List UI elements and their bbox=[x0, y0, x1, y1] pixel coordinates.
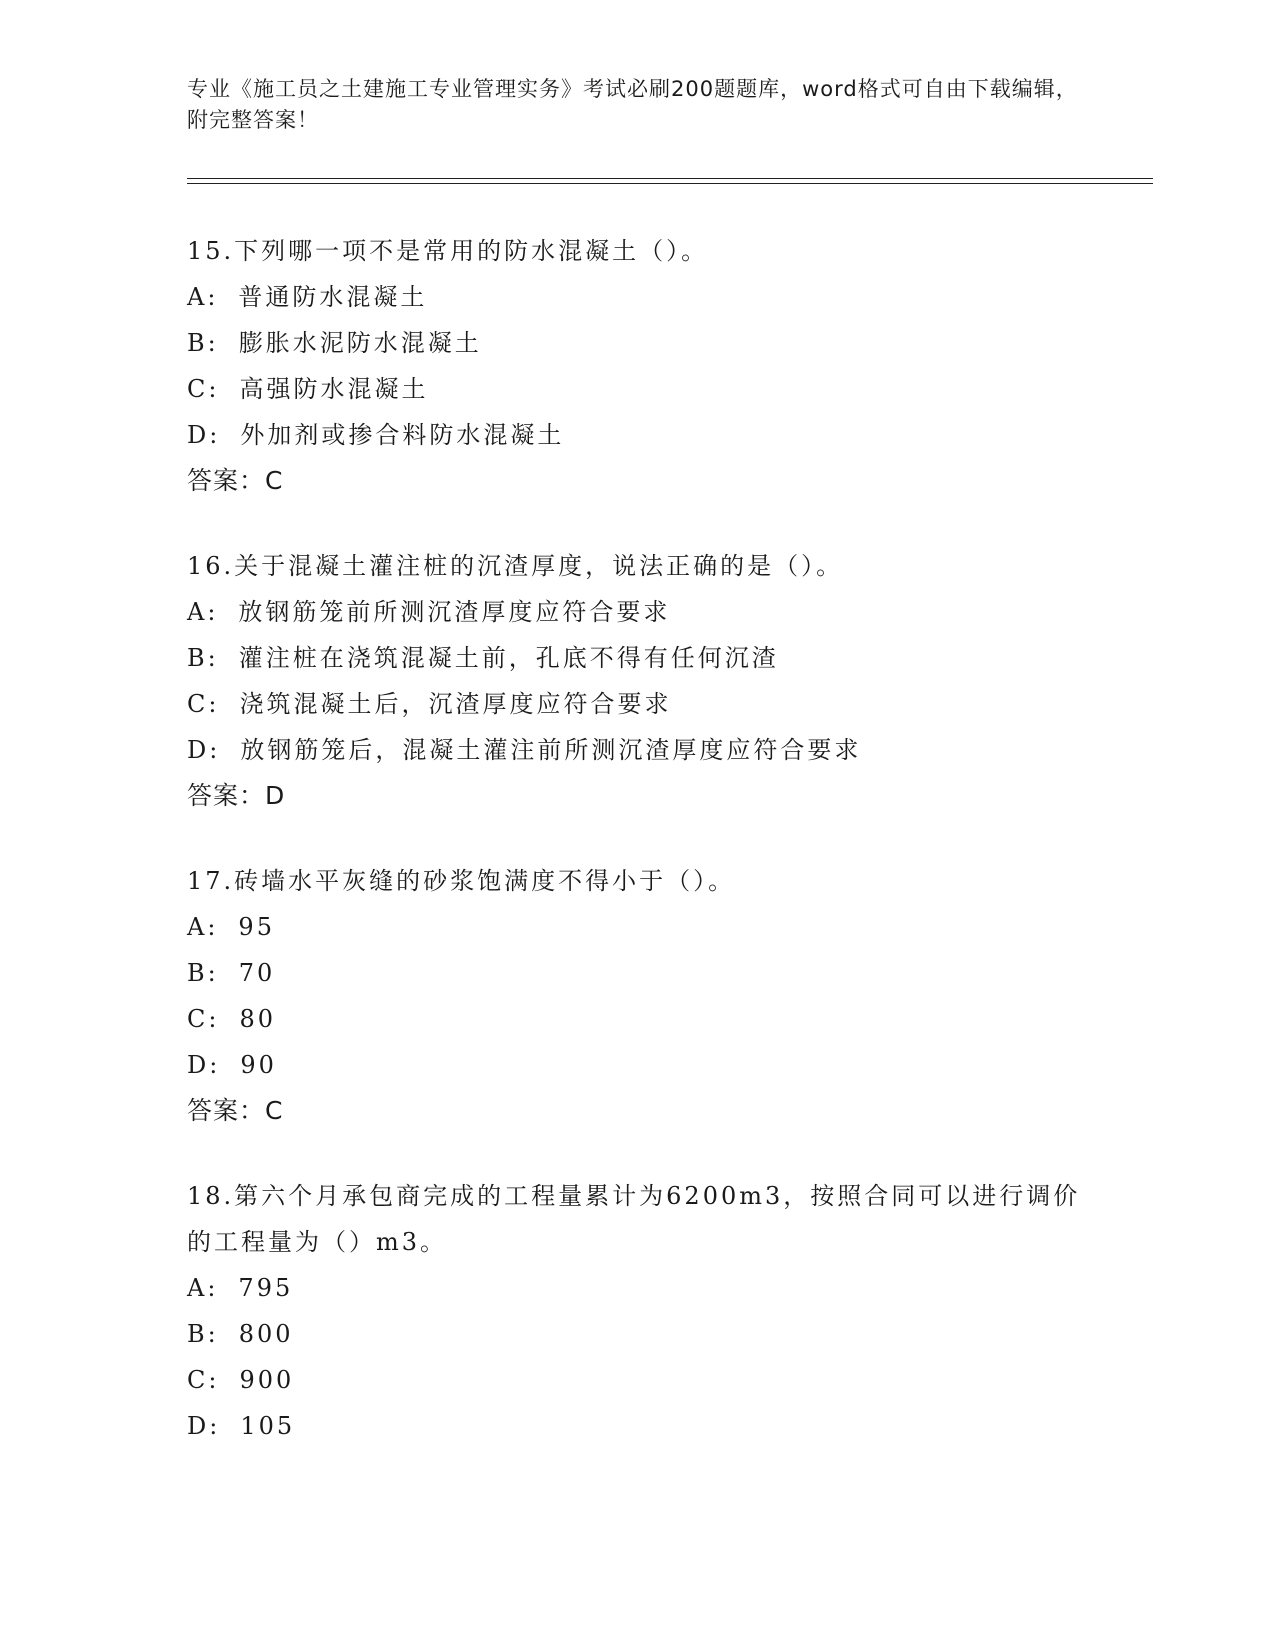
document-header: 专业《施工员之土建施工专业管理实务》考试必刷200题题库，word格式可自由下载编辑，附完整答案！ bbox=[187, 77, 1078, 132]
option-text: 70 bbox=[238, 959, 276, 987]
option-a bbox=[187, 589, 1087, 635]
option-key: B: bbox=[187, 329, 219, 357]
option-d bbox=[187, 412, 1087, 458]
option-text: 95 bbox=[238, 913, 275, 941]
answer-line: 答案：C bbox=[187, 1096, 284, 1125]
question-stem: 18.第六个月承包商完成的工程量累计为6200m3，按照合同可以进行调价的工程量为（）m3。 bbox=[187, 1182, 1081, 1256]
option-key: A: bbox=[187, 283, 219, 311]
option-b bbox=[187, 950, 1087, 996]
option-a bbox=[187, 904, 1087, 950]
option-text: 80 bbox=[239, 1005, 276, 1033]
option-text: 普通防水混凝土 bbox=[238, 283, 428, 311]
option-key: A: bbox=[187, 598, 219, 626]
option-text: 浇筑混凝土后，沉渣厚度应符合要求 bbox=[239, 690, 672, 718]
option-text: 灌注桩在浇筑混凝土前，孔底不得有任何沉渣 bbox=[238, 644, 779, 672]
option-key: B: bbox=[187, 959, 219, 987]
question-stem: 16.关于混凝土灌注桩的沉渣厚度，说法正确的是（）。 bbox=[187, 552, 844, 580]
question-16 bbox=[187, 543, 1087, 819]
option-text: 外加剂或掺合料防水混凝土 bbox=[240, 421, 565, 449]
question-stem: 17.砖墙水平灰缝的砂浆饱满度不得小于（）。 bbox=[187, 867, 736, 895]
option-key: C: bbox=[187, 1366, 220, 1394]
option-key: D: bbox=[187, 421, 221, 449]
option-key: A: bbox=[187, 1274, 219, 1302]
option-d bbox=[187, 1403, 1087, 1449]
option-key: B: bbox=[187, 1320, 219, 1348]
option-b bbox=[187, 635, 1087, 681]
option-b bbox=[187, 320, 1087, 366]
option-key: D: bbox=[187, 736, 221, 764]
option-key: C: bbox=[187, 1005, 220, 1033]
answer-line: 答案：D bbox=[187, 781, 286, 810]
option-text: 膨胀水泥防水混凝土 bbox=[238, 329, 482, 357]
option-d bbox=[187, 1042, 1087, 1088]
option-text: 795 bbox=[238, 1274, 294, 1302]
option-c bbox=[187, 366, 1087, 412]
option-a bbox=[187, 274, 1087, 320]
header-divider-bottom bbox=[187, 183, 1153, 184]
option-c bbox=[187, 996, 1087, 1042]
option-key: C: bbox=[187, 690, 220, 718]
option-key: D: bbox=[187, 1412, 221, 1440]
question-17 bbox=[187, 858, 1087, 1134]
option-a bbox=[187, 1265, 1087, 1311]
option-c bbox=[187, 1357, 1087, 1403]
option-c bbox=[187, 681, 1087, 727]
option-key: B: bbox=[187, 644, 219, 672]
answer-line: 答案：C bbox=[187, 466, 284, 495]
question-stem: 15.下列哪一项不是常用的防水混凝土（）。 bbox=[187, 237, 709, 265]
question-18 bbox=[187, 1173, 1087, 1449]
option-text: 105 bbox=[240, 1412, 296, 1440]
header-divider-top bbox=[187, 178, 1153, 179]
option-text: 放钢筋笼后，混凝土灌注前所测沉渣厚度应符合要求 bbox=[240, 736, 862, 764]
option-key: D: bbox=[187, 1051, 221, 1079]
option-text: 900 bbox=[239, 1366, 295, 1394]
option-b bbox=[187, 1311, 1087, 1357]
option-text: 90 bbox=[240, 1051, 277, 1079]
option-key: A: bbox=[187, 913, 219, 941]
option-text: 800 bbox=[238, 1320, 294, 1348]
option-text: 放钢筋笼前所测沉渣厚度应符合要求 bbox=[238, 598, 671, 626]
option-key: C: bbox=[187, 375, 220, 403]
option-d bbox=[187, 727, 1087, 773]
option-text: 高强防水混凝土 bbox=[239, 375, 429, 403]
question-15 bbox=[187, 228, 1087, 504]
